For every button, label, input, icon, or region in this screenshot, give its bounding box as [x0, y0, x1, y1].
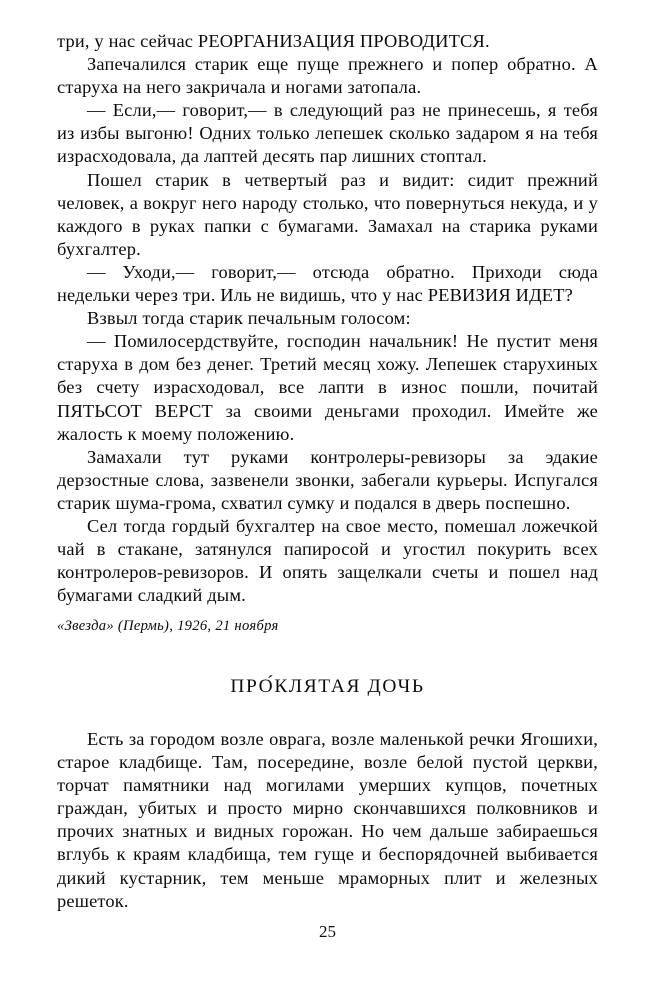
paragraph-vzvyl: Взвыл тогда старик печальным голосом:	[87, 308, 411, 329]
paragraph-sel-togda: Сел тогда гордый бухгалтер на свое место, помешал ложечкой чай в стакане, затянулся папиросой и угостил покурить всех контролеров-ревизоров. И опять защелкали счеты и пошел над бумагами сладкий дым.	[57, 515, 598, 606]
paragraph-uhodi: — Уходи,— говорит,— отсюда обратно. Приходи сюда недельки через три. Иль не видишь, что у нас РЕВИЗИЯ ИДЕТ?	[57, 261, 598, 306]
story-one-body	[57, 30, 598, 607]
paragraph-zamahali: Замахали тут руками контролеры-ревизоры за эдакие дерзостные слова, зазвенели звонки, забегали курьеры. Испугался старик шума-грома, схватил сумку и подался в дверь поспешно.	[57, 446, 598, 513]
paragraph-poshel-starik: Пошел старик в четвертый раз и видит: сидит прежний человек, а вокруг него народу столько, что повернуться некуда, и у каждого в руках папки с бумагами. Замахал на старика руками бухгалтер.	[57, 169, 598, 259]
page-number: 25	[319, 922, 336, 941]
source-attribution: «Звезда» (Пермь), 1926, 21 ноября	[57, 618, 279, 634]
paragraph-zapechalilsya: Запечалился старик еще пуще прежнего и попер обратно. А старуха на него закричала и ногами затопала.	[57, 54, 598, 98]
paragraph-pomiloserdstvujte: — Помилосердствуйте, господин начальник! Не пустит меня старуха в дом без денег. Третий месяц хожу. Лепешек старухиных без счету израсходовал, все лапти в износ пошли, почитай ПЯТЬСОТ ВЕРСТ за своими деньгами проходил. Имейте же жалость к моему положению.	[57, 331, 598, 444]
paragraph-continuation: три, у нас сейчас РЕОРГАНИЗАЦИЯ ПРОВОДИТСЯ.	[57, 31, 490, 51]
paragraph-esli: — Если,— говорит,— в следующий раз не принесешь, я тебя из избы выгоню! Одних только лепешек сколько задаром я на тебя израсходовала, да лаптей десять пар лишних стоптал.	[57, 100, 598, 167]
story-two-body	[57, 728, 598, 913]
story-title: ПРО́КЛЯТАЯ ДОЧЬ	[230, 676, 425, 697]
paragraph-est-za-gorodom: Есть за городом возле оврага, возле маленькой речки Ягошихи, старое кладбище. Там, посередине, возле белой пустой церкви, торчат памятники над могилами умерших купцов, почетных граждан, убитых и просто мирно скончавшихся полковников и прочих знатных и видных горожан. Но чем дальше забираешься вглубь к краям кладбища, тем гуще и беспорядочней выбивается дикий кустарник, тем меньше мраморных плит и железных решеток.	[57, 729, 598, 911]
